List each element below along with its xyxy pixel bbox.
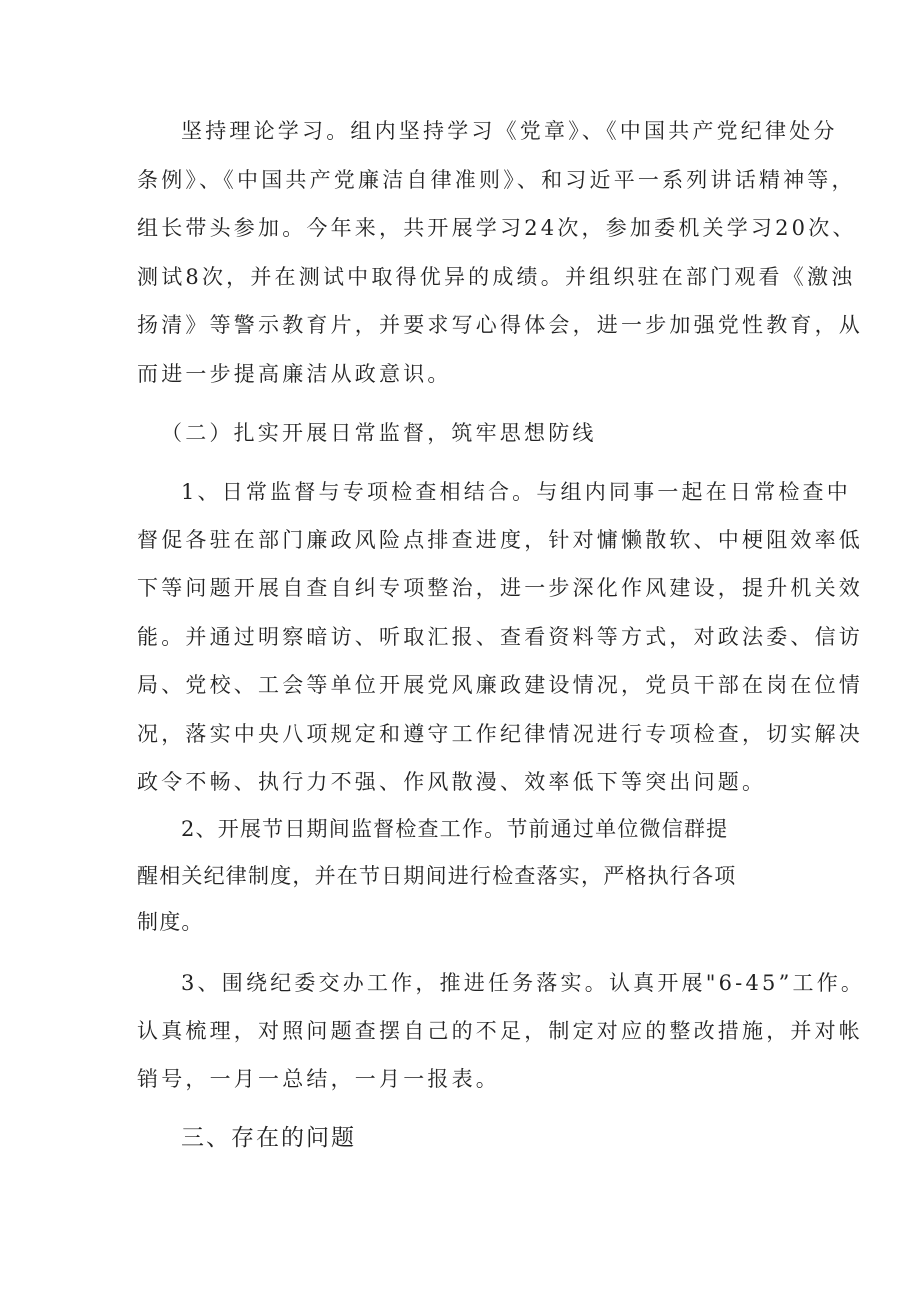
item-3-line-1: 3、围绕纪委交办工作，推进任务落实。认真开展"6-45”工作。 xyxy=(181,971,866,995)
paragraph-1-line-5: 扬清》等警示教育片，并要求写心得体会，进一步加强党性教育，从 xyxy=(137,313,863,337)
paragraph-1-line-6: 而进一步提高廉洁从政意识。 xyxy=(137,362,452,386)
item-1-line-2: 督促各驻在部门廉政风险点排查进度，针对慵懒散软、中梗阻效率低 xyxy=(137,528,863,552)
item-2-line-2: 醒相关纪律制度，并在节日期间进行检查落实，严格执行各项 xyxy=(137,864,737,888)
paragraph-1-line-4: 测试8次，并在测试中取得优异的成绩。并组织驻在部门观看《激浊 xyxy=(137,265,856,289)
item-1-line-1: 1、日常监督与专项检查相结合。与组内同事一起在日常检查中 xyxy=(181,480,851,504)
item-3-line-3: 销号，一月一总结，一月一报表。 xyxy=(137,1067,500,1091)
item-1-line-4: 能。并通过明察暗访、听取汇报、查看资料等方式，对政法委、信访 xyxy=(137,625,863,649)
item-1-line-3: 下等问题开展自查自纠专项整治，进一步深化作风建设，提升机关效 xyxy=(137,576,863,600)
paragraph-1-line-2: 条例》、《中国共产党廉洁自律准则》、和习近平一系列讲话精神等， xyxy=(137,168,856,192)
item-2-line-3: 制度。 xyxy=(137,910,204,934)
item-1-line-7: 政令不畅、执行力不强、作风散漫、效率低下等突出问题。 xyxy=(137,770,767,794)
item-3-line-2: 认真梳理，对照问题查摆自己的不足，制定对应的整改措施，并对帐 xyxy=(137,1019,863,1043)
subheading-2: （二）扎实开展日常监督，筑牢思想防线 xyxy=(161,421,597,445)
paragraph-1-line-1: 坚持理论学习。组内坚持学习《党章》、《中国共产党纪律处分 xyxy=(181,119,838,143)
item-1-line-5: 局、党校、工会等单位开展党风廉政建设情况，党员干部在岗在位情 xyxy=(137,673,863,697)
item-1-line-6: 况，落实中央八项规定和遵守工作纪律情况进行专项检查，切实解决 xyxy=(137,722,863,746)
section-heading-3: 三、存在的问题 xyxy=(181,1125,356,1151)
item-2-line-1: 2、开展节日期间监督检查工作。节前通过单位微信群提 xyxy=(181,817,729,841)
paragraph-1-line-3: 组长带头参加。今年来，共开展学习24次，参加委机关学习20次、 xyxy=(137,216,857,240)
